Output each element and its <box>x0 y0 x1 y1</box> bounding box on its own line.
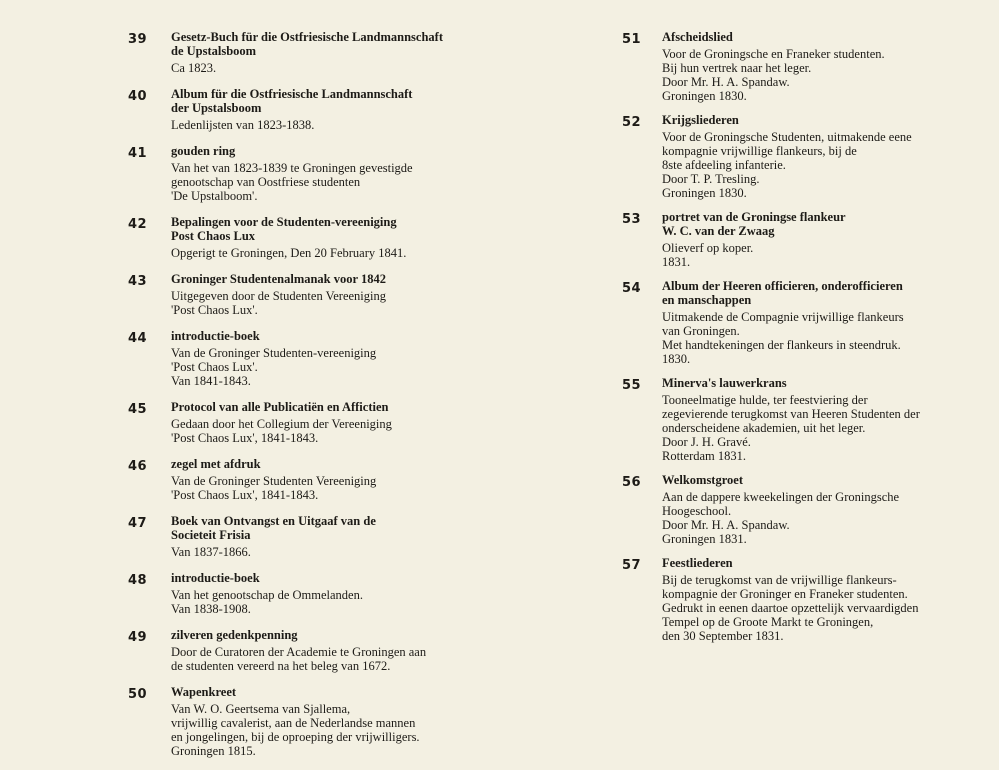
catalog-entry <box>118 514 478 559</box>
entry-number: 39 <box>128 32 148 47</box>
entry-description-line: genootschap van Oostfriese studenten <box>171 175 361 189</box>
entry-description-line: Door de Curatoren der Academie te Groningen aan <box>171 645 427 659</box>
right-column <box>606 30 946 653</box>
entry-description-line: 'Post Chaos Lux', 1841-1843. <box>171 431 319 445</box>
entry-number: 55 <box>622 378 642 393</box>
entry-title: Boek van Ontvangst en Uitgaaf van de <box>171 514 376 528</box>
entry-number: 51 <box>622 32 642 47</box>
catalog-entry <box>118 215 478 260</box>
catalog-entry <box>118 685 478 758</box>
entry-title: Post Chaos Lux <box>171 229 256 243</box>
catalog-entry <box>606 279 946 366</box>
entry-description-line: Tempel op de Groote Markt te Groningen, <box>662 615 874 629</box>
entry-number: 50 <box>128 687 148 702</box>
entry-description-line: Door Mr. H. A. Spandaw. <box>662 518 790 532</box>
catalog-entry <box>606 376 946 463</box>
entry-description-line: Voor de Groningsche en Franeker studenten. <box>662 47 885 61</box>
entry-number: 41 <box>128 146 148 161</box>
entry-number: 56 <box>622 475 642 490</box>
entry-description-line: Tooneelmatige hulde, ter feestviering der <box>662 393 868 407</box>
entry-title: Minerva's lauwerkrans <box>662 376 787 390</box>
entry-title: Bepalingen voor de Studenten-vereeniging <box>171 215 397 229</box>
entry-description-line: onderscheidene akademien, uit het leger. <box>662 421 866 435</box>
entry-title: gouden ring <box>171 144 236 158</box>
entry-description-line: Gedaan door het Collegium der Vereeniging <box>171 417 392 431</box>
entry-number: 48 <box>128 573 148 588</box>
entry-description-line: Ca 1823. <box>171 61 217 75</box>
catalog-entry <box>118 272 478 317</box>
catalog-entry <box>606 556 946 643</box>
catalog-entry <box>606 113 946 200</box>
entry-title: Afscheidslied <box>662 30 733 44</box>
entry-title: portret van de Groningse flankeur <box>662 210 846 224</box>
entry-title: W. C. van der Zwaag <box>662 224 775 238</box>
entry-description-line: de studenten vereerd na het beleg van 1672. <box>171 659 391 673</box>
entry-description-line: Opgerigt te Groningen, Den 20 February 1841. <box>171 246 407 260</box>
entry-description-line: Van de Groninger Studenten Vereeniging <box>171 474 377 488</box>
entry-description-line: 1831. <box>662 255 691 269</box>
entry-number: 44 <box>128 331 148 346</box>
catalog-entry <box>118 329 478 388</box>
entry-description-line: Bij de terugkomst van de vrijwillige flankeurs- <box>662 573 897 587</box>
entry-title: Album für die Ostfriesische Landmannschaft <box>171 87 413 101</box>
entry-description-line: Bij hun vertrek naar het leger. <box>662 61 812 75</box>
entry-description-line: kompagnie vrijwillige flankeurs, bij de <box>662 144 857 158</box>
entry-description-line: Van 1841-1843. <box>171 374 251 388</box>
entry-description-line: Groningen 1831. <box>662 532 747 546</box>
left-column <box>118 30 478 770</box>
entry-description-line: kompagnie der Groninger en Franeker studenten. <box>662 587 908 601</box>
entry-number: 43 <box>128 274 148 289</box>
entry-description-line: 'Post Chaos Lux', 1841-1843. <box>171 488 319 502</box>
entry-description-line: Aan de dappere kweekelingen der Groningsche <box>662 490 900 504</box>
catalog-entry <box>118 571 478 616</box>
entry-title: en manschappen <box>662 293 752 307</box>
entry-description-line: zegevierende terugkomst van Heeren Studenten der <box>662 407 920 421</box>
entry-description-line: Van W. O. Geertsema van Sjallema, <box>171 702 351 716</box>
catalog-entry <box>118 400 478 445</box>
entry-number: 54 <box>622 281 642 296</box>
entry-title: Krijgsliederen <box>662 113 739 127</box>
entry-description-line: Ledenlijsten van 1823-1838. <box>171 118 315 132</box>
entry-description-line: Groningen 1830. <box>662 186 747 200</box>
entry-description-line: Van 1837-1866. <box>171 545 251 559</box>
entry-description-line: Door J. H. Gravé. <box>662 435 751 449</box>
catalog-entry <box>606 210 946 269</box>
entry-description-line: Door Mr. H. A. Spandaw. <box>662 75 790 89</box>
entry-description-line: 'Post Chaos Lux'. <box>171 360 258 374</box>
entry-title: zegel met afdruk <box>171 457 261 471</box>
entry-description-line: Van het genootschap de Ommelanden. <box>171 588 363 602</box>
entry-number: 45 <box>128 402 148 417</box>
entry-description-line: 8ste afdeeling infanterie. <box>662 158 786 172</box>
entry-title: introductie-boek <box>171 329 260 343</box>
entry-description-line: Uitmakende de Compagnie vrijwillige flankeurs <box>662 310 904 324</box>
entry-description-line: Olieverf op koper. <box>662 241 754 255</box>
catalog-entry <box>606 30 946 103</box>
entry-description-line: Van de Groninger Studenten-vereeniging <box>171 346 377 360</box>
entry-description-line: vrijwillig cavalerist, aan de Nederlandse mannen <box>171 716 416 730</box>
entry-description-line: Hoogeschool. <box>662 504 732 518</box>
entry-number: 46 <box>128 459 148 474</box>
entry-title: introductie-boek <box>171 571 260 585</box>
entry-number: 53 <box>622 212 642 227</box>
catalog-entry <box>606 473 946 546</box>
entry-title: zilveren gedenkpenning <box>171 628 298 642</box>
entry-number: 47 <box>128 516 148 531</box>
entry-description-line: Groningen 1830. <box>662 89 747 103</box>
entry-number: 52 <box>622 115 642 130</box>
entry-description-line: en jongelingen, bij de oproeping der vrijwilligers. <box>171 730 420 744</box>
entry-description-line: 'Post Chaos Lux'. <box>171 303 258 317</box>
entry-title: Wapenkreet <box>171 685 237 699</box>
entry-description-line: Voor de Groningsche Studenten, uitmakende eene <box>662 130 912 144</box>
entry-description-line: Door T. P. Tresling. <box>662 172 760 186</box>
entry-title: Gesetz-Buch für die Ostfriesische Landmannschaft <box>171 30 443 44</box>
entry-description-line: Uitgegeven door de Studenten Vereeniging <box>171 289 386 303</box>
entry-title: Feestliederen <box>662 556 733 570</box>
entry-description-line: Van 1838-1908. <box>171 602 251 616</box>
entry-number: 42 <box>128 217 148 232</box>
entry-title: Welkomstgroet <box>662 473 744 487</box>
catalog-entry <box>118 457 478 502</box>
entry-number: 40 <box>128 89 148 104</box>
entry-description-line: den 30 September 1831. <box>662 629 784 643</box>
entry-title: Groninger Studentenalmanak voor 1842 <box>171 272 386 286</box>
entry-description-line: Groningen 1815. <box>171 744 256 758</box>
entry-description-line: 'De Upstalboom'. <box>171 189 258 203</box>
entry-description-line: Met handtekeningen der flankeurs in steendruk. <box>662 338 901 352</box>
entry-title: Protocol van alle Publicatiën en Affictien <box>171 400 389 414</box>
entry-title: der Upstalsboom <box>171 101 262 115</box>
entry-description-line: van Groningen. <box>662 324 740 338</box>
entry-number: 49 <box>128 630 148 645</box>
catalog-entry <box>118 30 478 75</box>
catalog-entry <box>118 628 478 673</box>
catalog-entry <box>118 144 478 203</box>
entry-title: Societeit Frisia <box>171 528 251 542</box>
catalog-entry <box>118 87 478 132</box>
entry-description-line: Gedrukt in eenen daartoe opzettelijk vervaardigden <box>662 601 919 615</box>
entry-description-line: Rotterdam 1831. <box>662 449 747 463</box>
entry-description-line: Van het van 1823-1839 te Groningen gevestigde <box>171 161 413 175</box>
entry-description-line: 1830. <box>662 352 691 366</box>
entry-title: de Upstalsboom <box>171 44 257 58</box>
entry-number: 57 <box>622 558 642 573</box>
entry-title: Album der Heeren officieren, onderofficieren <box>662 279 903 293</box>
